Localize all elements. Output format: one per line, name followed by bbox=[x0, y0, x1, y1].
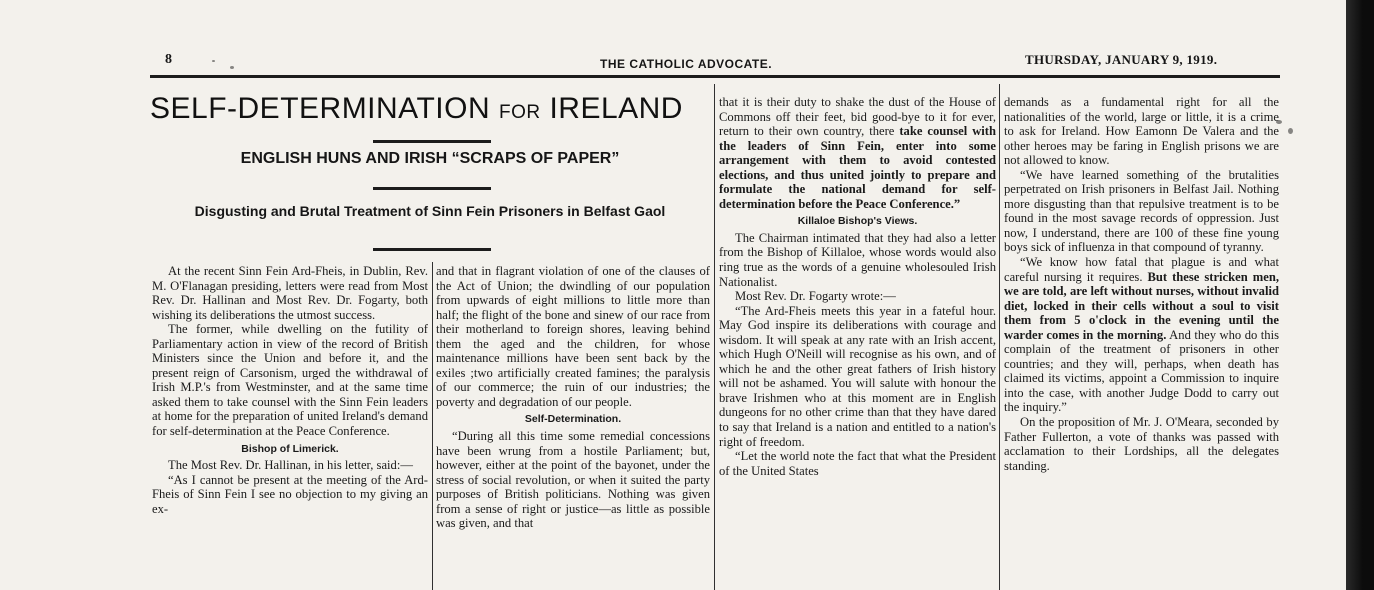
scan-edge bbox=[1346, 0, 1374, 590]
article-subhead: ENGLISH HUNS AND IRISH “SCRAPS OF PAPER” bbox=[240, 150, 620, 167]
column-rule bbox=[714, 84, 715, 590]
paragraph-text: And they who do this complain of the treatment of prisoners in other countries; and they will, perhaps, when death has claimed its victims, appoint a Commission to inquire into the case, with another Judge Dodd to carry out the inquiry.” bbox=[1004, 327, 1279, 415]
ink-speck bbox=[1288, 128, 1293, 134]
text-column-4 bbox=[1004, 95, 1279, 473]
headline-main: SELF-DETERMINATION bbox=[150, 92, 491, 125]
paragraph: demands as a fundamental right for all the nationalities of the world, large or little, it is a crime to ask for Ireland. How Eamonn De Valera and the other heroes may be faring in English prisons we are not allowed to know. bbox=[1004, 95, 1279, 168]
paragraph-bold-text: take counsel with the leaders of Sinn Fein, enter into some arrangement with them to avoid contested elections, and thus united jointly to prepare and formulate the national demand for self-determination before the Peace Conference.” bbox=[719, 124, 996, 211]
article-headline bbox=[150, 92, 710, 126]
paragraph: The former, while dwelling on the futility of Parliamentary action in view of the record of British Ministers since the Union and before it, and the present reign of Carsonism, urged the withdrawal of Irish M.P.'s from Westminster, and at the same time asked them to take counsel with the Sinn Fein leaders at home for the preparation of united Ireland's demand for self-determination at the Peace Conference. bbox=[152, 322, 428, 439]
headline-rule bbox=[373, 140, 491, 143]
paragraph-text: that it is their duty to shake the dust of the House of Commons off their feet, bid good-bye to it for ever, return to their own country, there bbox=[719, 95, 996, 139]
subhead-rule bbox=[373, 187, 491, 190]
paragraph: “The Ard-Fheis meets this year in a fateful hour. May God inspire its deliberations with courage and wisdom. It will speak at any rate with an Irish accent, which Hugh O'Neill will recognise as his own, and of which he and the other great fathers of Irish history will not be ashamed. You will salute with honour the brave Irishmen who at this moment are in English dungeons for no other crime than that they have dared to say that Ireland is a nation and entitled to a nation's right of freedom. bbox=[719, 303, 996, 449]
paragraph: On the proposition of Mr. J. O'Meara, seconded by Father Fullerton, a vote of thanks was passed with acclamation to their Lordships, all the delegates standing. bbox=[1004, 415, 1279, 473]
text-column-1 bbox=[152, 264, 428, 516]
article-deck: Disgusting and Brutal Treatment of Sinn Fein Prisoners in Belfast Gaol bbox=[194, 203, 666, 219]
paragraph bbox=[719, 95, 996, 211]
section-heading: Bishop of Limerick. bbox=[241, 442, 339, 455]
paragraph-bold-text: But these stricken men, we are told, are left without nurses, without invalid diet, locked in their cells without a soul to visit them from 5 o'clock in the evening until the warder comes in the morning. bbox=[1004, 269, 1279, 342]
paragraph bbox=[1004, 255, 1279, 415]
headline-for: FOR bbox=[498, 102, 541, 123]
paragraph: The Chairman intimated that they had also a letter from the Bishop of Killaloe, whose words would also ring true as the words of a genuine wholesouled Irish Nationalist. bbox=[719, 230, 996, 289]
text-column-3 bbox=[719, 95, 996, 478]
paragraph-text: “We know how fatal that plague is and what careful nursing it requires. bbox=[1004, 255, 1279, 284]
section-heading: Self-Determination. bbox=[524, 413, 622, 426]
paragraph: “As I cannot be present at the meeting of the Ard-Fheis of Sinn Fein I see no objection to my giving an ex- bbox=[152, 472, 428, 516]
paragraph: “During all this time some remedial concessions have been wrung from a hostile Parliament; but, however, either at the point of the bayonet, under the stress of social revolution, or when it suited the party purposes of British politicians. Nothing was given from a sense of right or justice—as little as possible was given, and that bbox=[436, 429, 710, 531]
paragraph: and that in flagrant violation of one of the clauses of the Act of Union; the dwindling of our population from upwards of eight millions to little more than half; the flight of the bone and sinew of our race from their motherland to foreign shores, leaving behind them the aged and the children, for whose maintenance millions have been sent back by the exiles ;two artificially created famines; the paralysis of our commerce; the ruin of our industries; the poverty and degradation of our people. bbox=[436, 264, 710, 409]
deck-rule bbox=[373, 248, 491, 251]
section-heading: Killaloe Bishop's Views. bbox=[797, 215, 918, 228]
paragraph: “We have learned something of the brutalities perpetrated on Irish prisoners in Belfast Jail. Nothing more disgusting than that repulsive treatment is to be found in the most savage records of oppression. Just now, I understand, there are 100 of these fine young boys sick of influenza in that compound of tyranny. bbox=[1004, 167, 1279, 255]
headline-end: IRELAND bbox=[549, 92, 683, 125]
column-rule bbox=[432, 262, 433, 590]
paragraph: Most Rev. Dr. Fogarty wrote:— bbox=[735, 289, 896, 304]
page-number: 8 bbox=[165, 52, 172, 67]
ink-speck bbox=[230, 66, 234, 69]
ink-speck bbox=[212, 60, 215, 62]
paragraph: The Most Rev. Dr. Hallinan, in his letter, said:— bbox=[168, 458, 413, 473]
newspaper-masthead: THE CATHOLIC ADVOCATE. bbox=[600, 57, 773, 71]
column-rule bbox=[999, 84, 1000, 590]
text-column-2 bbox=[436, 264, 710, 531]
paragraph: “Let the world note the fact that what the President of the United States bbox=[719, 449, 996, 478]
header-rule bbox=[150, 75, 1280, 78]
paragraph: At the recent Sinn Fein Ard-Fheis, in Dublin, Rev. M. O'Flanagan presiding, letters were read from Most Rev. Dr. Hallinan and Most Rev. Dr. Fogarty, both wishing its deliberations the utmost success. bbox=[152, 264, 428, 322]
issue-date: THURSDAY, JANUARY 9, 1919. bbox=[1025, 52, 1218, 67]
